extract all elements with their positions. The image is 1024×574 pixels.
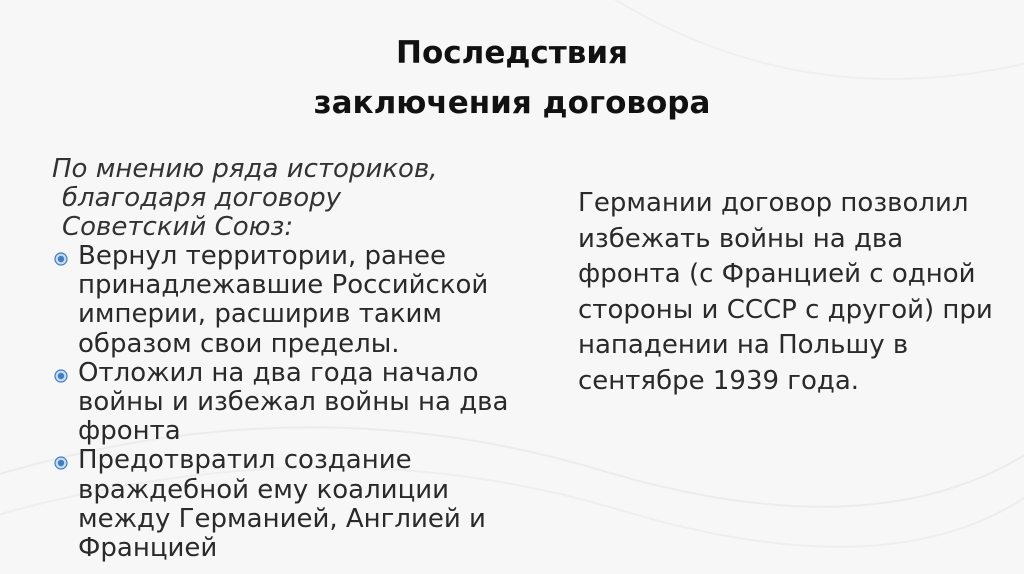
bullet-list (52, 242, 522, 563)
intro-text (52, 155, 522, 242)
circle-bullet-icon (54, 369, 68, 383)
bullet-text: Предотвратил создание враждебной ему коалиции между Германией, Англией и Францией (78, 445, 486, 564)
bullet-item (52, 446, 522, 563)
slide-title (0, 28, 1024, 128)
left-column (52, 155, 522, 563)
circle-bullet-icon (54, 456, 68, 470)
right-column-text: Германии договор позволил избежать войны на два фронта (с Францией с одной стороны и СССР с другой) при нападении на Польшу в сентябре 1939 года. (578, 188, 993, 396)
bullet-text: Вернул территории, ранее принадлежавшие Российской империи, расширив таким образом свои пределы. (78, 241, 489, 359)
slide-title-line-2: заключения договора (313, 85, 711, 121)
intro-line-3: Советский Союз: (62, 212, 294, 242)
bullet-item (52, 359, 522, 447)
intro-line-1: По мнению ряда историков, (52, 154, 438, 184)
bullet-text: Отложил на два года начало войны и избежал войны на два фронта (78, 357, 509, 447)
bullet-item (52, 242, 522, 359)
circle-bullet-icon (54, 252, 68, 266)
slide-title-line-1: Последствия (396, 35, 628, 71)
intro-line-2: благодаря договору (62, 183, 342, 213)
